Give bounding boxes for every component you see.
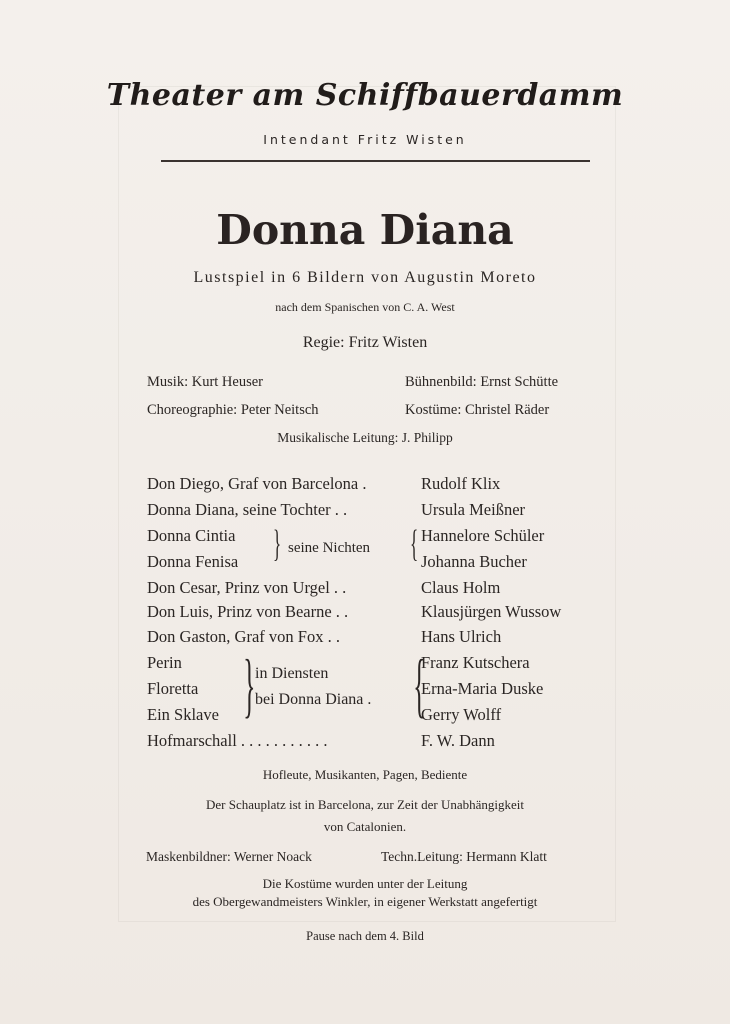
cast-actor: Klausjürgen Wussow [421,602,562,621]
musical-direction-credit: Musikalische Leitung: J. Philipp [277,430,453,445]
cast-role: Hofmarschall . . . . . . . . . . . [147,731,328,750]
cast-actor: Johanna Bucher [421,552,527,571]
cast-actor: Claus Holm [421,578,501,597]
cast-role: Don Gaston, Graf von Fox . . [147,627,340,646]
play-title: Donna Diana [216,206,514,254]
cast-actor: Ursula Meißner [421,500,526,519]
costume-note-1: Die Kostüme wurden unter der Leitung [262,876,468,891]
header-divider [161,160,590,162]
cast-role: Don Cesar, Prinz von Urgel . . [147,578,347,597]
cast-actor: F. W. Dann [421,731,495,750]
music-credit: Musik: Kurt Heuser [147,374,263,390]
setting-line-2: von Catalonien. [323,819,407,834]
left-brace: { [413,645,426,725]
cast-actor: Franz Kutschera [421,653,530,672]
cast-group-label: seine Nichten [288,540,371,556]
cast-actor: Hans Ulrich [421,627,502,646]
costumes-credit: Kostüme: Christel Räder [405,402,550,418]
adaptation-credit: nach dem Spanischen von C. A. West [275,300,455,314]
play-subtitle: Lustspiel in 6 Bildern von Augustin Moreto [193,269,537,286]
stage-design-credit: Bühnenbild: Ernst Schütte [405,374,559,390]
cast-role: Floretta [147,679,199,698]
cast-role: Donna Diana, seine Tochter . . [147,500,348,519]
cast-role: Don Luis, Prinz von Bearne . . [147,602,349,621]
makeup-credit: Maskenbildner: Werner Noack [146,849,312,864]
cast-actor: Gerry Wolff [421,705,502,724]
choreography-credit: Choreographie: Peter Neitsch [147,402,319,418]
cast-actor: Erna-Maria Duske [421,679,544,698]
tech-credit: Techn.Leitung: Hermann Klatt [381,849,547,864]
cast-actor: Hannelore Schüler [421,526,545,545]
cast-role: Perin [147,653,182,672]
right-brace: } [243,645,256,725]
cast-role: Don Diego, Graf von Barcelona . [147,474,367,493]
cast-role: Donna Fenisa [147,552,239,571]
cast-actor: Rudolf Klix [421,474,501,493]
extras-line: Hofleute, Musikanten, Pagen, Bediente [262,767,468,782]
left-brace: { [410,523,419,565]
intendant-line: Intendant Fritz Wisten [263,132,467,147]
cast-group-label: bei Donna Diana . [255,691,372,708]
setting-line-1: Der Schauplatz ist in Barcelona, zur Zeit der Unabhängigkeit [205,797,525,812]
cast-role: Donna Cintia [147,526,236,545]
right-brace: } [273,523,282,565]
cast-role: Ein Sklave [147,705,219,724]
theater-name: Theater am Schiffbauerdamm [106,78,624,113]
costume-note-2: des Obergewandmeisters Winkler, in eigener Werkstatt angefertigt [192,894,538,909]
pause-note: Pause nach dem 4. Bild [306,929,424,943]
cast-group-label: in Diensten [255,665,329,682]
direction-credit: Regie: Fritz Wisten [302,334,428,351]
